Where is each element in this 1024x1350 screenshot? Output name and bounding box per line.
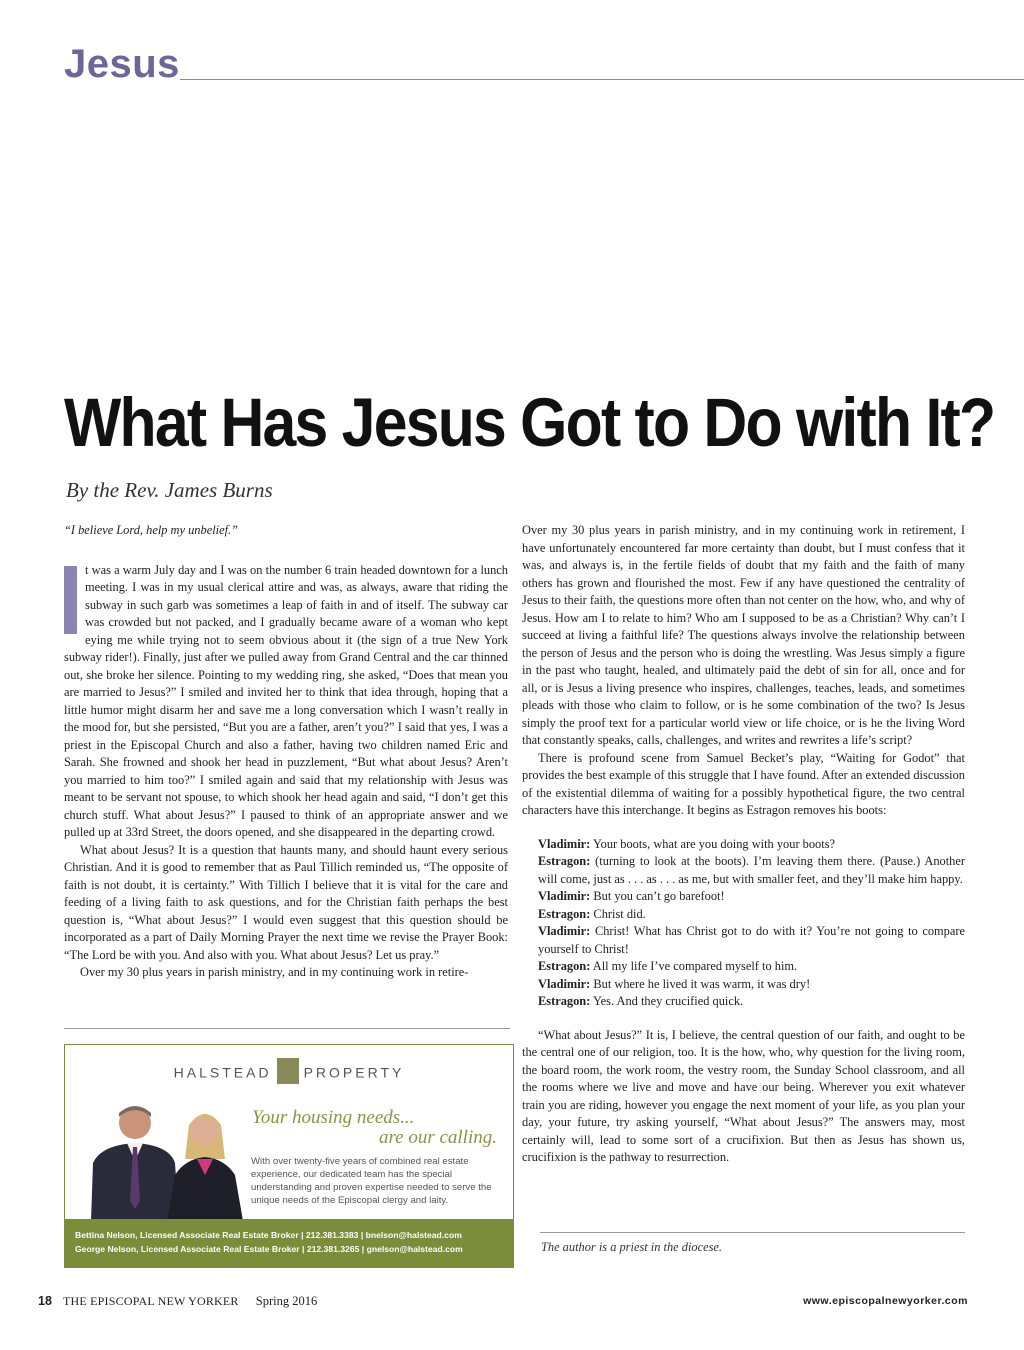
paragraph-3-start: Over my 30 plus years in parish ministry, and in my continuing work in retire- [80,965,469,979]
dialogue-line: Estragon: (turning to look at the boots). I’m leaving them there. (Pause.) Another will come, just as . . . as . . . as me, but with smaller feet, and they’ll make him happy. [538,854,965,886]
ad-contact-bar [65,1219,513,1267]
ad-brand: HALSTEAD PROPERTY [65,1064,513,1084]
section-divider [180,79,1024,80]
godot-dialogue [538,836,965,1011]
epigraph: “I believe Lord, help my unbelief.” [64,523,239,537]
ad-tagline-2: are our calling. [378,1127,497,1148]
building-logo-icon [277,1058,299,1084]
issue-date: Spring 2016 [255,1294,318,1308]
right-column [522,522,965,1167]
paragraph-3: Over my 30 plus years in parish ministry, and in my continuing work in retirement, I have unfortunately encountered far more certainty than doubt, but I must confess that it was, and always is, in the fertile fields of doubt that my faith and the faith of many others has grown and flourished the most. Few if any have questioned the centrality of Jesus to their faith, the questions more often than not center on the how, who, and why of Jesus. How am I to relate to him? Who am I supposed to be as a Christian? Why can’t I succeed at living a faithful life? The questions always involve the relationship between the person of Jesus and the person who is doing the wrestling. Was Jesus simply a figure in the past who taught, healed, and ultimately paid the debt of sin for all, once and for all, or is Jesus a living presence who inspires, challenges, teaches, leads, and sometimes pleads with those who claim to follow, or is he some combination of the two? Is Jesus simply the proof text for a particular world view or life choice, or is he the living Word that constantly speaks, calls, challenges, and writes and rewrites a life’s script? [522,523,965,747]
halstead-advertisement[interactable] [64,1044,514,1268]
ad-tagline-1: Your housing needs... [252,1107,415,1128]
ad-contact-2[interactable]: George Nelson, Licensed Associate Real Estate Broker | 212.381.3265 | gnelson@halstead.com [75,1244,463,1254]
page-footer-left [38,1294,317,1309]
ad-contact-1[interactable]: Bettina Nelson, Licensed Associate Real Estate Broker | 212.381.3383 | bnelson@halstead.com [75,1230,462,1240]
dialogue-line: Vladimir: Your boots, what are you doing with your boots? [538,836,836,851]
article-headline: What Has Jesus Got to Do with It? [64,384,995,461]
website-link[interactable]: www.episcopalnewyorker.com [803,1295,968,1307]
paragraph-1-text: t was a warm July day and I was on the number 6 train headed downtown for a lunch meeting. I was in my usual clerical attire and was, as always, aware that riding the subway in such garb was sometimes a leap of faith in and of itself. The subway car was crowded but not packed, and I gradually became aware of a woman who kept eying me while trying not to seem obvious about it (the sign of a true New York subway rider!). Finally, just after we pulled away from Grand Central and the car thinned out, she broke her silence. Pointing to my wedding ring, she asked, “Does that mean you are married to Jesus?” I smiled and invited her to think that idea through, hoping that a little humor might disarm her and save me a long conversation which I wasn’t really in the mood for, but she persisted, “But you are a father, aren’t you?” I said that yes, I was a priest in the Episcopal Church and also a father, having two children named Eric and Sarah. She frowned and shook her head in puzzlement, “But what about Jesus? Aren’t you married to him too?” I smiled again and said that my relationship with Jesus was meant to be servant not spouse, to which shook her head again and said, “I don’t get this church stuff. What about Jesus?” I paused to think of an appropriate answer and we pulled up at 33rd Street, the doors opened, and she disappeared in the departing crowd. [64,562,508,839]
dialogue-line: Estragon: Christ did. [538,906,646,921]
dialogue-line: Vladimir: But you can’t go barefoot! [538,889,725,903]
paragraph-2: What about Jesus? It is a question that haunts many, and should haunt every serious Christian. And it is good to remember that as Paul Tillich reminded us, “The opposite of faith is not doubt, it is certainty.” With Tillich I believe that it is vital for the care and feeding of a living faith to ask questions, and for the Christian faith perhaps the best question is, “What about Jesus?” I would even suggest that this question should be incorporated as a part of Daily Morning Prayer the next time we revise the Prayer Book: “The Lord be with you. And also with you. What about Jesus? Let us pray.” [64,842,508,962]
article-byline: By the Rev. James Burns [66,478,273,502]
author-note-divider [540,1232,965,1233]
dialogue-line: Estragon: All my life I’ve compared myself to him. [538,959,798,973]
publication-name: THE EPISCOPAL NEW YORKER [63,1294,239,1308]
left-column [64,522,508,982]
dialogue-line: Vladimir: But where he lived it was warm, it was dry! [538,976,811,991]
ad-body-text: With over twenty-five years of combined real estate experience, our dedicated team has the special understanding and proven expertise needed to serve the unique needs of the Episcopal clergy and laity. [251,1156,492,1206]
ad-divider [64,1028,510,1029]
page-number: 18 [38,1294,52,1308]
closing-paragraph: “What about Jesus?” It is, I believe, the central question of our faith, and ought to be the central one of our religion, too. It is the how, who, why question for the living room, the board room, the work room, the vestry room, the Sunday School classroom, and all the rooms where we live and move and have our being. Wherever you exit whatever train you are riding, however you engage the next moment of your life, as you plan your day, your future, try asking yourself, “What about Jesus?” The answers may, most certainly will, lead to some sort of a crucifixion. But then as Jesus has shown us, crucifixion is the pathway to resurrection. [522,1027,965,1164]
dialogue-line: Estragon: Yes. And they crucified quick. [538,994,744,1008]
author-note: The author is a priest in the diocese. [541,1240,723,1254]
drop-cap-bar [64,566,77,634]
section-label: Jesus [64,42,180,86]
paragraph-4: There is profound scene from Samuel Becket’s play, “Waiting for Godot” that provides the best example of this struggle that I have found. After an extended discussion of the existential dilemma of waiting for a possibly hypothetical figure, the two central characters have this interchange. It begins as Estragon removes his boots: [522,750,965,817]
paragraph-1 [64,562,508,842]
dialogue-line: Vladimir: Christ! What has Christ got to do with it? You’re not going to compare yourself to Christ! [538,924,965,956]
